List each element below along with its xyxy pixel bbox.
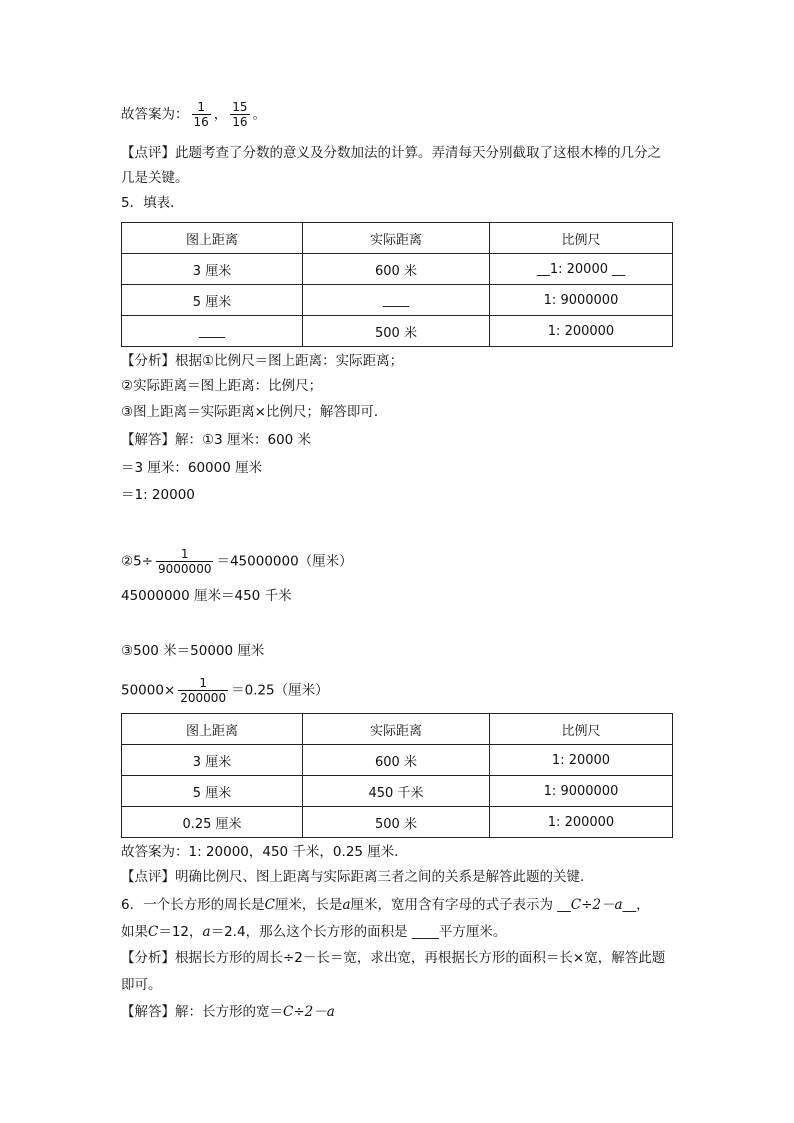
table-cell: 600 米: [303, 745, 490, 776]
answer-prefix: 故答案为：: [121, 106, 189, 123]
table-cell: 1: 20000: [490, 745, 673, 776]
comment-q5: 【点评】明确比例尺、图上距离与实际距离三者之间的关系是解答此题的关键．: [121, 869, 594, 885]
table-header-cell: 图上距离: [122, 223, 303, 254]
table-header-cell: 实际距离: [303, 714, 490, 745]
table-cell: 600 米: [303, 254, 490, 285]
table-cell: __1: 20000 __: [490, 254, 673, 285]
table-cell: 1: 200000: [490, 316, 673, 347]
fraction-15-16: $\frac{15}{16}$: [232, 100, 248, 129]
answer-line-q4: 故答案为： $\frac{1}{16}$ ， $\frac{15}{16}$ 。: [121, 100, 267, 129]
analysis-line3: ③图上距离＝实际距离×比例尺；解答即可．: [121, 404, 388, 420]
table-cell: 0.25 厘米: [122, 807, 303, 838]
table-cell: 5 厘米: [122, 285, 303, 316]
table-row: [122, 745, 673, 776]
solution-line3: ＝1: 20000: [121, 487, 195, 503]
table-row: [122, 316, 673, 347]
solution-step3-line2: 50000× $\frac{1}{200000}$ ＝0.25（厘米）: [121, 676, 329, 705]
solution-q6: 【解答】解：长方形的宽＝C÷2－a: [121, 1004, 335, 1020]
answer-line-q5: 故答案为：1: 20000，450 千米，0.25 厘米．: [121, 844, 408, 860]
table-cell: 500 米: [303, 807, 490, 838]
solution-step3-line1: ③500 米＝50000 厘米: [121, 643, 265, 659]
fraction-1-9000000: $\frac{1}{9000000}$: [158, 547, 212, 576]
analysis-q6-line2: 即可。: [121, 977, 162, 993]
table-row: [122, 776, 673, 807]
fraction-1-16: $\frac{1}{16}$: [193, 100, 209, 129]
table-row: [122, 285, 673, 316]
table-cell: 500 米: [303, 316, 490, 347]
answer-expression: C÷2－a: [570, 897, 623, 913]
table-cell: ____: [122, 316, 303, 347]
table-cell: 3 厘米: [122, 254, 303, 285]
table-cell: ____: [303, 285, 490, 316]
solution-step2-line2: 45000000 厘米＝450 千米: [121, 588, 292, 604]
analysis-line1: 【分析】根据①比例尺＝图上距离：实际距离；: [121, 353, 404, 369]
table-row: [122, 254, 673, 285]
analysis-q6-line1: 【分析】根据长方形的周长÷2－长＝宽，求出宽，再根据长方形的面积＝长×宽，解答此题: [121, 950, 666, 966]
solution-line2: ＝3 厘米：60000 厘米: [121, 460, 263, 476]
solution-step2: ②5÷ $\frac{1}{9000000}$ ＝45000000（厘米）: [121, 547, 353, 576]
table-header-row: [122, 223, 673, 254]
table-cell: 1: 9000000: [490, 285, 673, 316]
table-cell: 1: 9000000: [490, 776, 673, 807]
comment-q4-line2: 几是关键。: [121, 170, 189, 186]
analysis-line2: ②实际距离＝图上距离：比例尺；: [121, 378, 323, 394]
question-5-title: 5．填表．: [121, 195, 184, 211]
table-header-cell: 图上距离: [122, 714, 303, 745]
comment-q4-line1: 【点评】此题考查了分数的意义及分数加法的计算。弄清每天分别截取了这根木棒的几分之: [121, 145, 661, 161]
question-6-line1: 6．一个长方形的周长是C厘米，长是a厘米，宽用含有字母的式子表示为 __C÷2－a__，: [121, 897, 650, 913]
table-header-cell: 比例尺: [490, 714, 673, 745]
table-row: [122, 807, 673, 838]
question-6-line2: 如果C＝12，a＝2.4，那么这个长方形的面积是 ____平方厘米。: [121, 924, 507, 940]
answer-table: [121, 713, 673, 838]
table-cell: 3 厘米: [122, 745, 303, 776]
table-cell: 450 千米: [303, 776, 490, 807]
fraction-1-200000: $\frac{1}{200000}$: [180, 676, 227, 705]
solution-line1: 【解答】解：①3 厘米：600 米: [121, 432, 312, 448]
table-header-cell: 实际距离: [303, 223, 490, 254]
table-cell: 5 厘米: [122, 776, 303, 807]
table-header-row: [122, 714, 673, 745]
table-cell: 1: 200000: [490, 807, 673, 838]
fill-table-question: [121, 222, 673, 347]
table-header-cell: 比例尺: [490, 223, 673, 254]
